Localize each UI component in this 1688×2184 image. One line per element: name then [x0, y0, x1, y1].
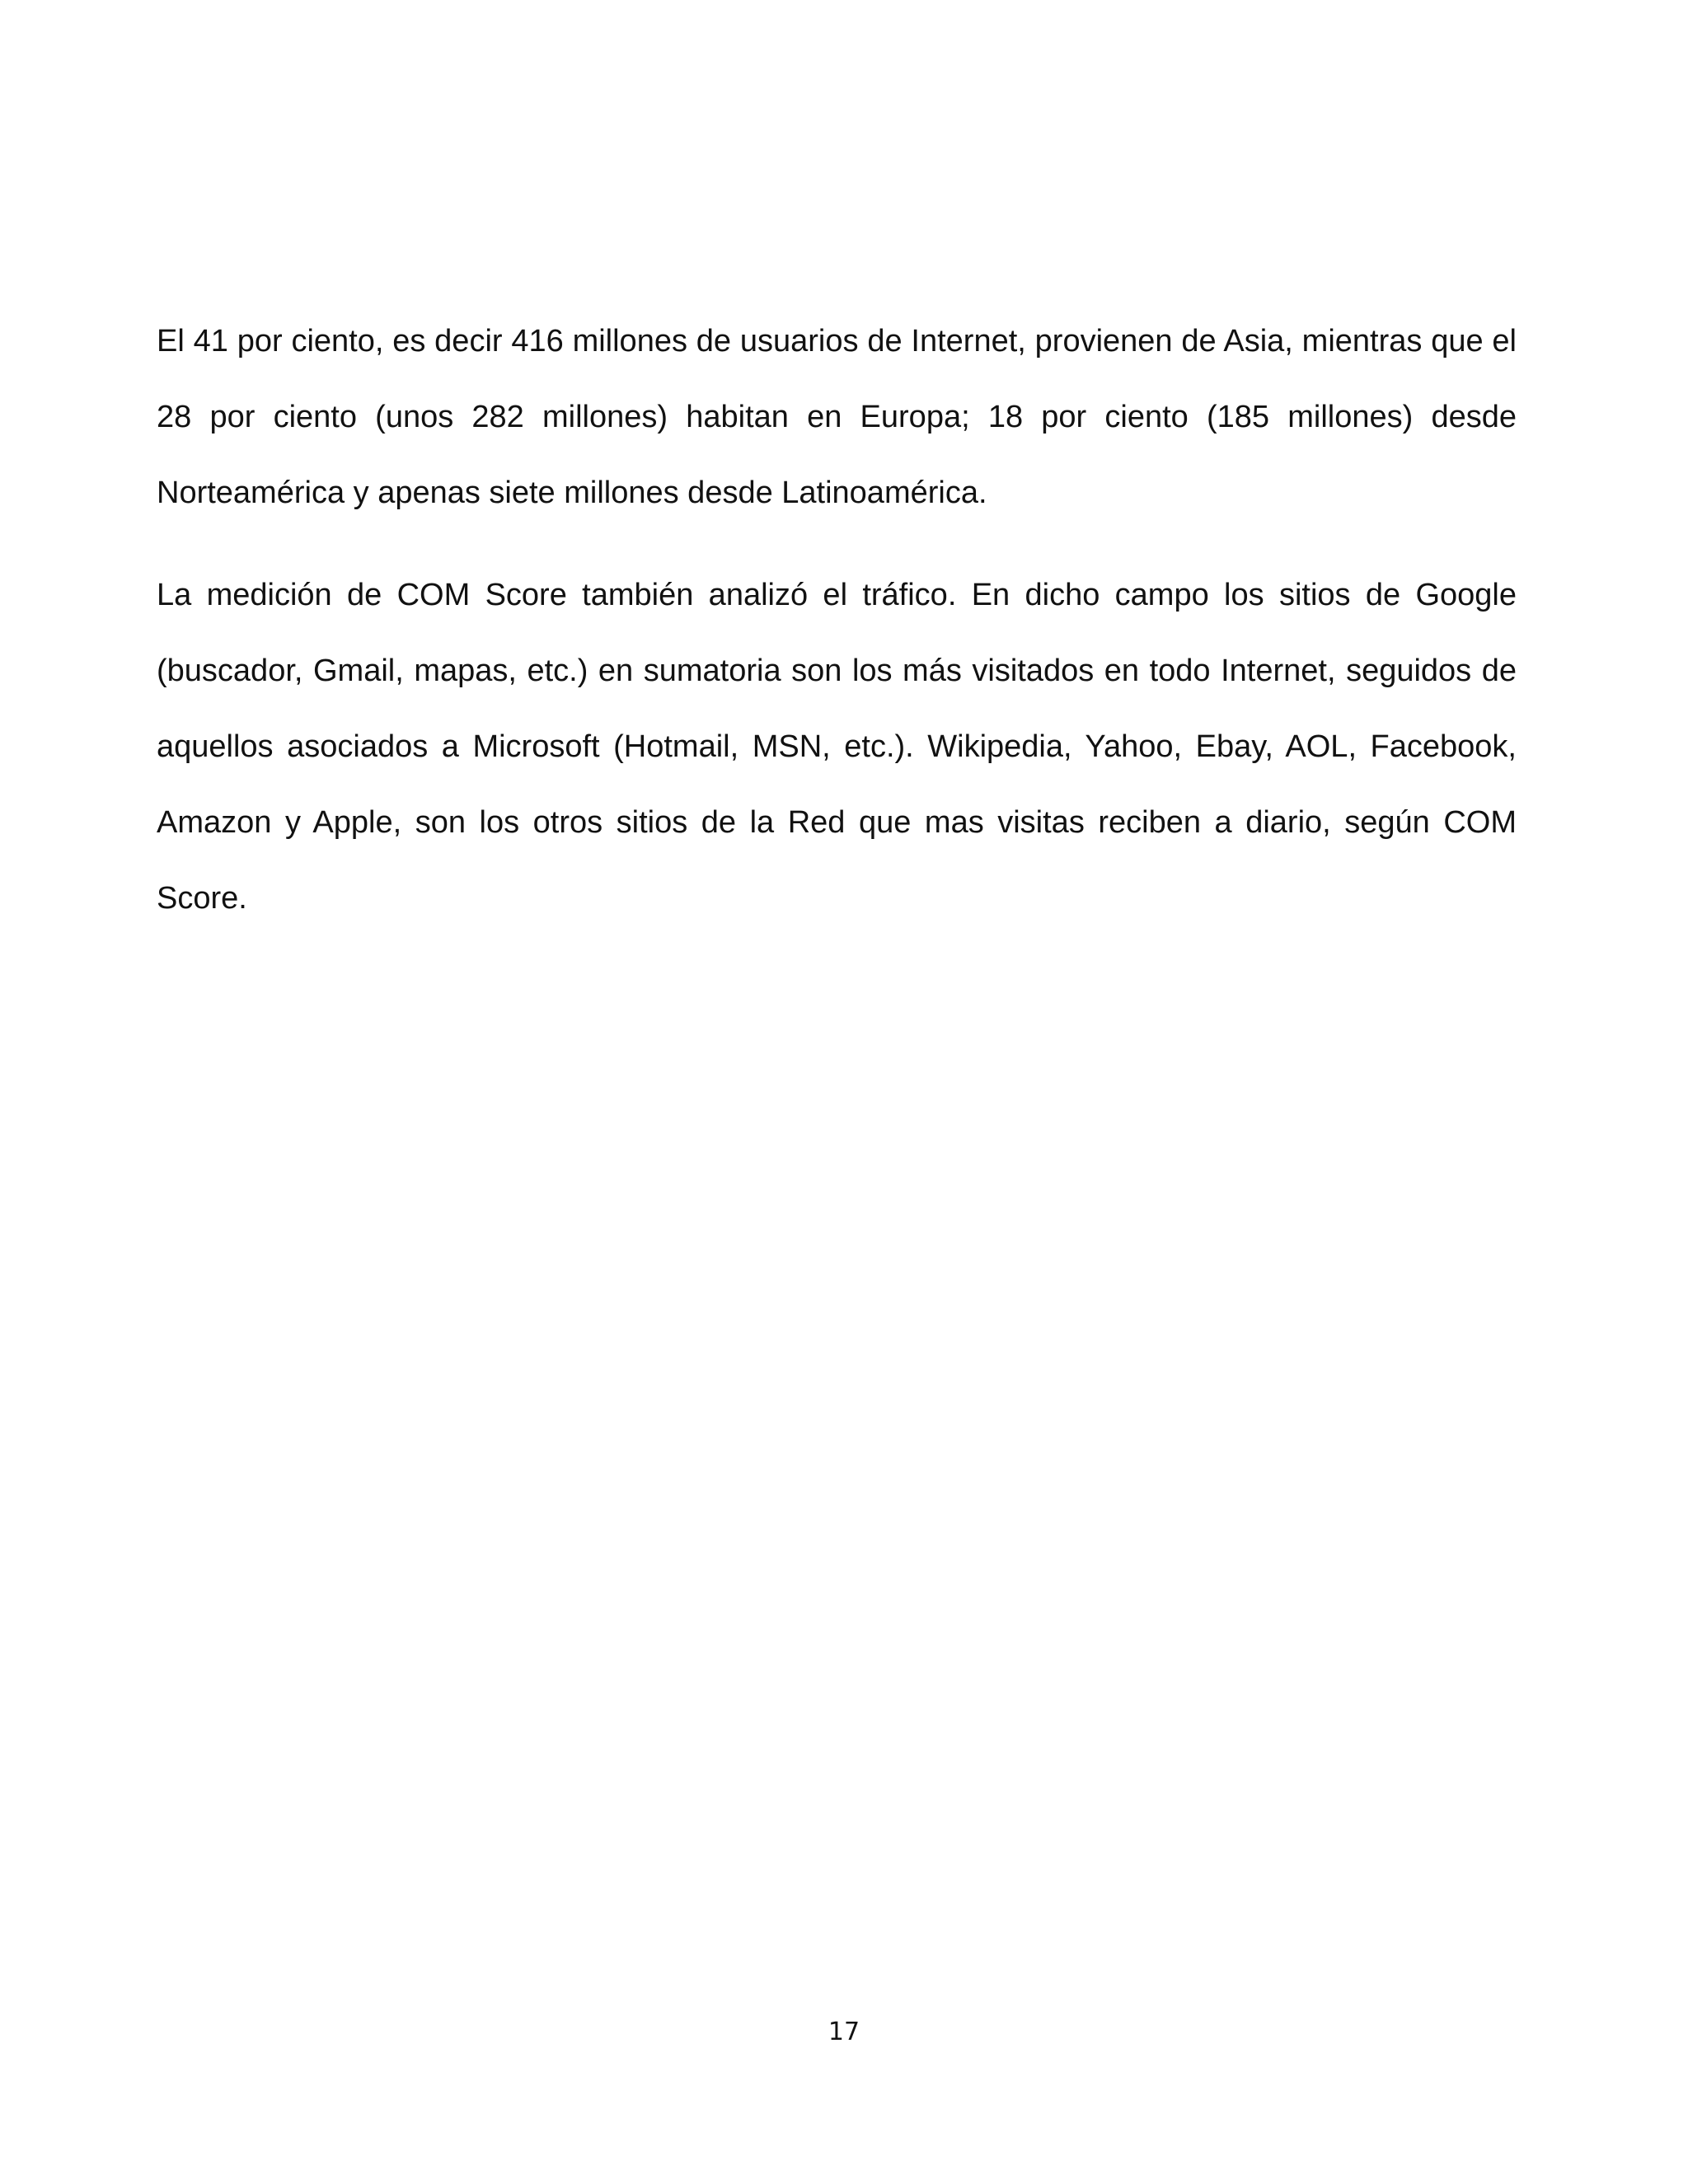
- body-text: [157, 303, 1517, 963]
- paragraph-internet-users-by-region: El 41 por ciento, es decir 416 millones de usuarios de Internet, provienen de Asia, mientras que el 28 por ciento (unos 282 millones) habitan en Europa; 18 por ciento (185 millones) desde Norteamérica y apenas siete millones desde Latinoamérica.: [157, 324, 1517, 510]
- paragraph-traffic-analysis: La medición de COM Score también analizó el tráfico. En dicho campo los sitios de Google (buscador, Gmail, mapas, etc.) en sumatoria son los más visitados en todo Internet, seguidos de aquellos asociados a Microsoft (Hotmail, MSN, etc.). Wikipedia, Yahoo, Ebay, AOL, Facebook, Amazon y Apple, son los otros sitios de la Red que mas visitas reciben a diario, según COM Score.: [157, 578, 1517, 916]
- page-number: 17: [828, 2018, 860, 2046]
